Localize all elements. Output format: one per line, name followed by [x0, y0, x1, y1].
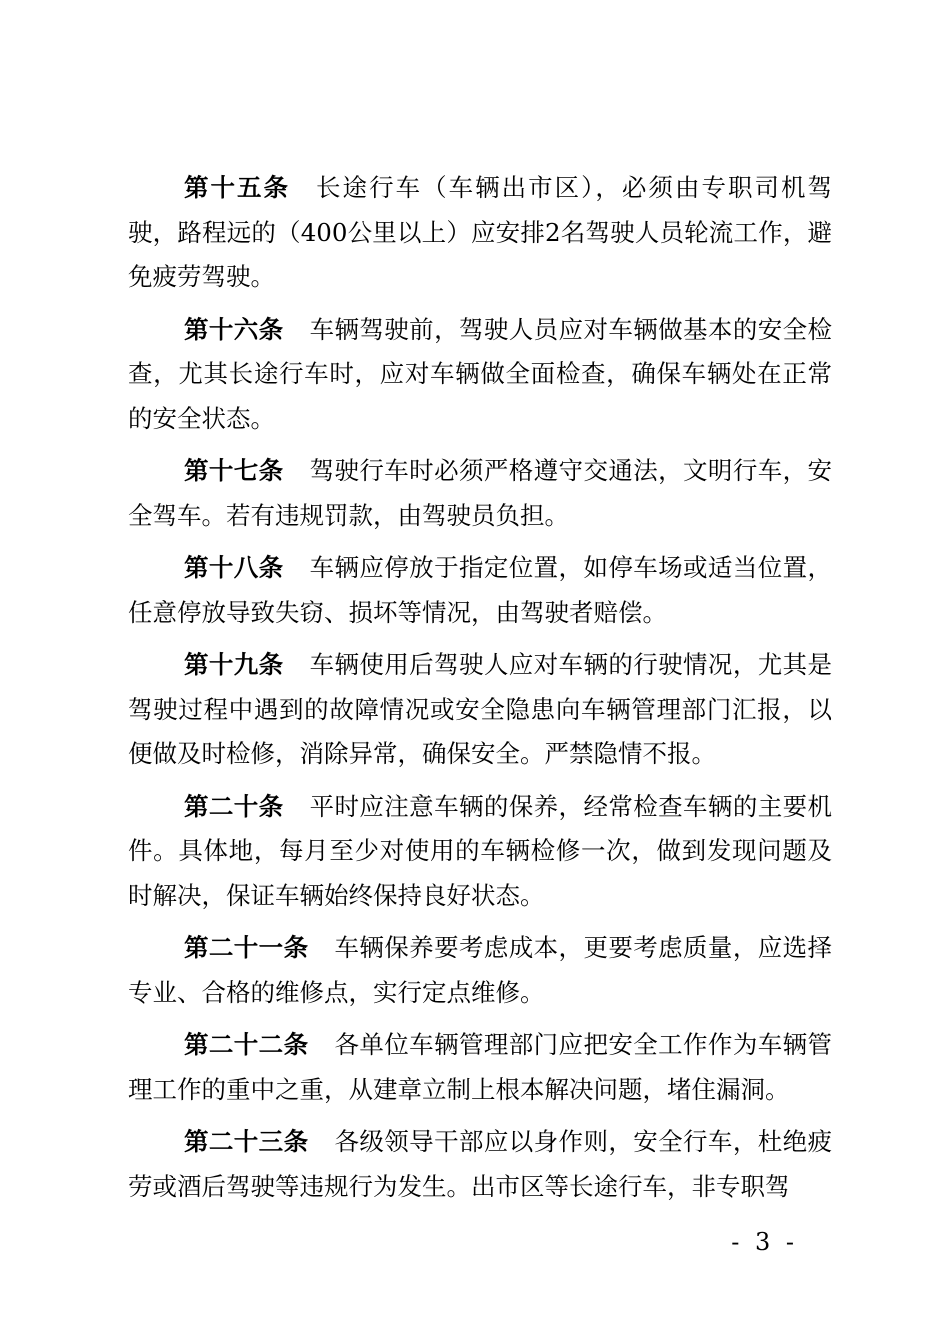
- article-text: 平时应注意车辆的保养，经常检查车辆的主要机件。具体地，每月至少对使用的车辆检修一次，做到发现问题及时解决，保证车辆始终保持良好状态。: [128, 791, 833, 910]
- article-22: [128, 1023, 832, 1112]
- article-text: 驾驶行车时必须严格遵守交通法，文明行车，安全驾车。若有违规罚款，由驾驶员负担。: [128, 456, 833, 530]
- article-23: [128, 1120, 832, 1209]
- article-heading: 第十九条: [184, 650, 284, 679]
- article-text: 各单位车辆管理部门应把安全工作作为车辆管理工作的重中之重，从建章立制上根本解决问题，堵住漏洞。: [128, 1030, 833, 1104]
- article-15: [128, 166, 832, 300]
- article-heading: 第十八条: [184, 553, 284, 582]
- article-heading: 第二十二条: [184, 1030, 309, 1059]
- article-18: [128, 546, 832, 635]
- article-21: [128, 926, 832, 1015]
- article-heading: 第十七条: [184, 456, 284, 485]
- article-text: 长途行车（车辆出市区），必须由专职司机驾驶，路程远的（400公里以上）应安排2名驾驶人员轮流工作，避免疲劳驾驶。: [128, 173, 833, 291]
- article-text: 车辆使用后驾驶人应对车辆的行驶情况，尤其是驾驶过程中遇到的故障情况或安全隐患向车辆管理部门汇报，以便做及时检修，消除异常，确保安全。严禁隐情不报。: [128, 650, 833, 768]
- article-heading: 第二十三条: [184, 1127, 309, 1156]
- article-heading: 第十六条: [184, 314, 284, 344]
- article-20: [128, 785, 832, 919]
- article-17: [128, 449, 832, 538]
- article-heading: 第二十条: [184, 791, 284, 821]
- article-text: 车辆驾驶前，驾驶人员应对车辆做基本的安全检查，尤其长途行车时，应对车辆做全面检查，确保车辆处在正常的安全状态。: [128, 314, 833, 433]
- page-number: - 3 -: [731, 1228, 798, 1256]
- article-16: [128, 308, 832, 442]
- article-text: 各级领导干部应以身作则，安全行车，杜绝疲劳或酒后驾驶等违规行为发生。出市区等长途行车，非专职驾: [128, 1127, 833, 1201]
- article-text: 车辆应停放于指定位置，如停车场或适当位置，任意停放导致失窃、损坏等情况，由驾驶者赔偿。: [128, 553, 833, 627]
- article-19: [128, 643, 832, 777]
- page-body: [128, 166, 832, 1217]
- article-heading: 第十五条: [184, 173, 291, 202]
- article-heading: 第二十一条: [184, 933, 309, 962]
- article-text: 车辆保养要考虑成本，更要考虑质量，应选择专业、合格的维修点，实行定点维修。: [128, 933, 833, 1007]
